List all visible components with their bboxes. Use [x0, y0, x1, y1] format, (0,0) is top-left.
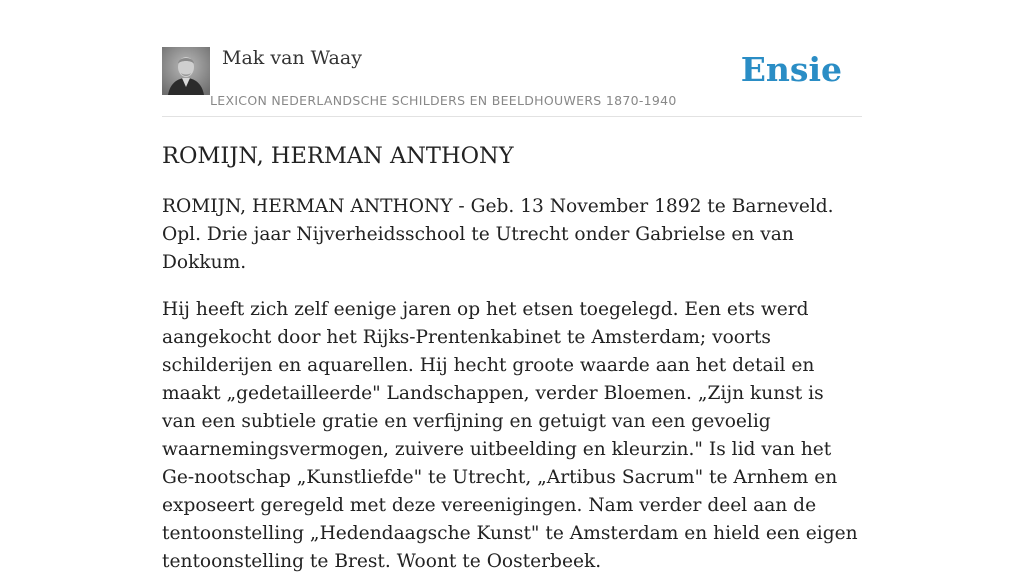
author-avatar[interactable]: [162, 47, 210, 95]
article-container: [162, 0, 862, 576]
article-title: ROMIJN, HERMAN ANTHONY: [162, 143, 514, 169]
page-header: [162, 0, 862, 117]
author-portrait-icon: [162, 47, 210, 95]
article-paragraph-2: Hij heeft zich zelf eenige jaren op het etsen toegelegd. Een ets werd aangekocht door het Rijks-Prentenkabinet te Amsterdam; voorts schilderijen en aquarellen. Hij hecht groote waarde aan het detail en maakt „gedetailleerde" Landschappen, verder Bloemen. „Zijn kunst is van een subtiele gratie en verfijning en getuigt van een gevoelig waarnemingsvermogen, zuivere uitbeelding en kleurzin." Is lid van het Ge-nootschap „Kunstliefde" te Utrecht, „Artibus Sacrum" te Arnhem en exposeert geregeld met deze vereenigingen. Nam verder deel aan de tentoonstelling „Hedendaagsche Kunst" te Amsterdam en hield een eigen tentoonstelling te Brest. Woont te Oosterbeek.: [162, 299, 858, 572]
collection-link[interactable]: LEXICON NEDERLANDSCHE SCHILDERS EN BEELDHOUWERS 1870-1940: [210, 93, 677, 108]
article-paragraph-1: ROMIJN, HERMAN ANTHONY - Geb. 13 November 1892 te Barneveld. Opl. Drie jaar Nijverheidsschool te Utrecht onder Gabrielse en van Dokkum.: [162, 196, 834, 273]
author-name-link[interactable]: Mak van Waay: [222, 47, 362, 69]
ensie-logo[interactable]: Ensie: [740, 50, 842, 89]
